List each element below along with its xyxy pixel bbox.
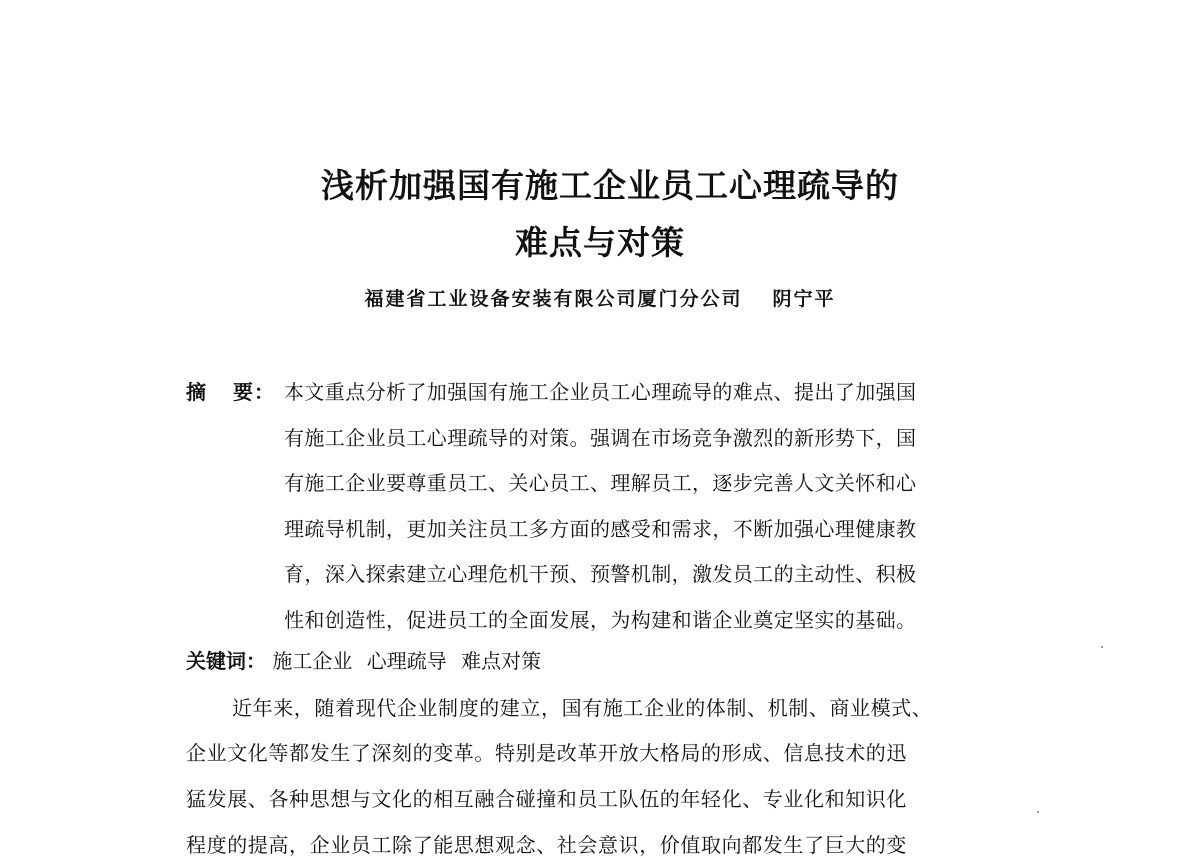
author-line [0,284,1200,311]
keyword-item: 心理疏导 [366,649,447,673]
abstract-line: 育，深入探索建立心理危机干预、预警机制，激发员工的主动性、积极 [284,562,917,587]
abstract-label [186,370,275,416]
body-text-line: 企业文化等都发生了深刻的变革。特别是改革开放大格局的形成、信息技术的迅 [186,741,907,765]
keyword-item: 施工企业 [272,649,353,673]
abstract-line: 理疏导机制，更加关注员工多方面的感受和需求，不断加强心理健康教 [284,516,917,541]
keywords-line [186,645,549,674]
keywords-label: 关键词： [186,649,266,673]
author-name: 阴宁平 [772,288,836,310]
body-text-line: 近年来，随着现代企业制度的建立，国有施工企业的体制、机制、商业模式、 [232,696,933,720]
author-affiliation: 福建省工业设备安装有限公司厦门分公司 [364,288,743,310]
scan-speck [1037,811,1039,813]
abstract-line: 性和创造性，促进员工的全面发展，为构建和谐企业奠定坚实的基础。 [284,608,917,632]
abstract-line: 有施工企业员工心理疏导的对策。强调在市场竞争激烈的新形势下，国 [284,425,917,450]
article-title-line-1: 浅析加强国有施工企业员工心理疏导的 [321,166,899,205]
body-text-line: 猛发展、各种思想与文化的相互融合碰撞和员工队伍的年轻化、专业化和知识化 [186,787,907,811]
abstract-label-part-2: 要： [233,380,275,404]
scan-speck [1101,646,1103,648]
abstract-line: 本文重点分析了加强国有施工企业员工心理疏导的难点、提出了加强国 [284,380,917,404]
abstract-label-part-1: 摘 [186,380,207,404]
body-text-line: 程度的提高，企业员工除了能思想观念、社会意识，价值取向都发生了巨大的变 [186,833,907,857]
keyword-item: 难点对策 [461,649,542,673]
abstract-line: 有施工企业要尊重员工、关心员工、理解员工，逐步完善人文关怀和心 [284,471,917,496]
article-title-line-2: 难点与对策 [515,223,685,262]
